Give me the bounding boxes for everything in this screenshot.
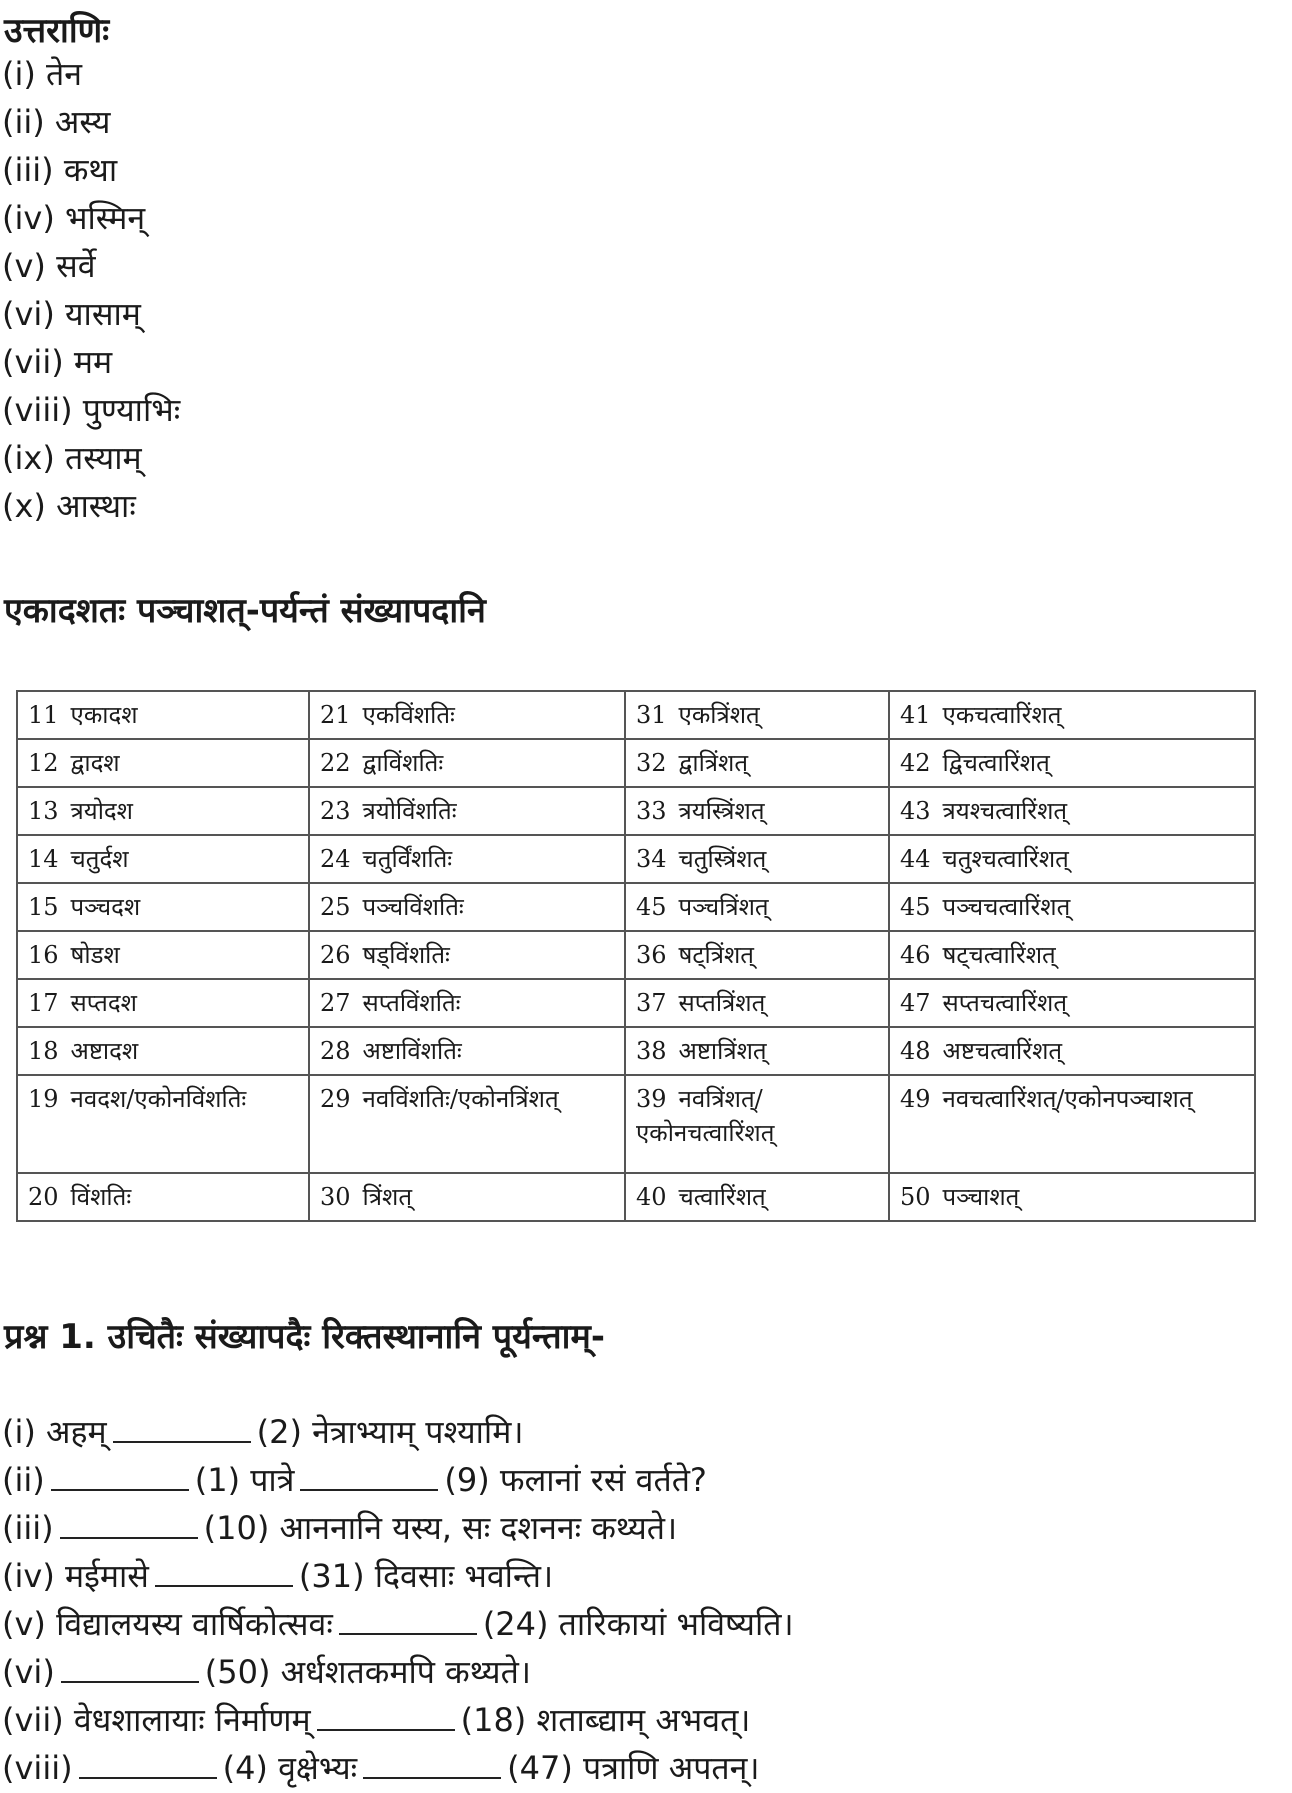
table-row — [17, 931, 1255, 979]
table-cell — [309, 979, 625, 1027]
cell-word: द्वात्रिंशत् — [678, 749, 749, 777]
cell-word: सप्तदश — [70, 989, 137, 1017]
cell-number: 23 — [320, 797, 351, 825]
cell-number: 30 — [320, 1183, 351, 1211]
cell-word: षोडश — [70, 941, 120, 969]
table-cell — [889, 979, 1255, 1027]
question-text: (4) वृक्षेभ्यः — [222, 1749, 358, 1787]
cell-word: द्वादश — [70, 749, 120, 777]
cell-word: चतुस्त्रिंशत् — [678, 845, 767, 873]
cell-number: 47 — [900, 989, 931, 1017]
cell-number: 25 — [320, 893, 351, 921]
cell-number: 12 — [28, 749, 59, 777]
cell-number: 39 — [636, 1085, 667, 1113]
cell-word: सप्तचत्वारिंशत् — [942, 989, 1068, 1017]
question-item — [2, 1408, 794, 1456]
cell-number: 20 — [28, 1183, 59, 1211]
question-text: (9) फलानां रसं वर्तते? — [444, 1461, 707, 1499]
answer-item: (iii) कथा — [2, 151, 118, 189]
cell-word: अष्टाविंशतिः — [362, 1037, 462, 1065]
table-cell — [17, 883, 309, 931]
table-cell — [625, 691, 889, 739]
cell-word: पञ्चदश — [70, 893, 141, 921]
question-item — [2, 1744, 794, 1792]
table-cell — [889, 1027, 1255, 1075]
blank-space[interactable] — [317, 1699, 455, 1731]
question-item — [2, 1648, 794, 1696]
question-item — [2, 1552, 794, 1600]
table-cell — [625, 739, 889, 787]
table-row — [17, 739, 1255, 787]
table-cell — [889, 931, 1255, 979]
cell-number: 40 — [636, 1183, 667, 1211]
answer-item: (i) तेन — [2, 55, 83, 93]
cell-word: एकत्रिंशत् — [678, 701, 760, 729]
table-cell — [17, 691, 309, 739]
cell-number: 14 — [28, 845, 59, 873]
cell-word: षट्त्रिंशत् — [678, 941, 754, 969]
cell-word: पञ्चाशत् — [942, 1183, 1020, 1211]
table-cell — [889, 1075, 1255, 1173]
number-table-wrap — [16, 690, 1254, 1222]
table-cell — [17, 739, 309, 787]
question-item — [2, 1456, 794, 1504]
cell-word: चतुश्चत्वारिंशत् — [942, 845, 1069, 873]
cell-number: 18 — [28, 1037, 59, 1065]
table-cell — [889, 1173, 1255, 1221]
table-cell — [309, 883, 625, 931]
cell-number: 41 — [900, 701, 931, 729]
question-text: (vi) — [2, 1653, 55, 1691]
table-cell — [625, 883, 889, 931]
answer-item: (ix) तस्याम् — [2, 439, 142, 477]
cell-word: एकविंशतिः — [362, 701, 455, 729]
table-row — [17, 835, 1255, 883]
cell-number: 22 — [320, 749, 351, 777]
question-text: (1) पात्रे — [194, 1461, 295, 1499]
cell-word: एकादश — [70, 701, 138, 729]
answers-list — [2, 50, 180, 530]
table-row — [17, 1027, 1255, 1075]
table-cell — [309, 1027, 625, 1075]
cell-number: 17 — [28, 989, 59, 1017]
cell-word: नवचत्वारिंशत्/एकोनपञ्चाशत् — [942, 1085, 1193, 1113]
question-text: (ii) — [2, 1461, 45, 1499]
table-cell — [17, 979, 309, 1027]
cell-word: द्विचत्वारिंशत् — [942, 749, 1050, 777]
cell-word: पञ्चविंशतिः — [362, 893, 464, 921]
cell-number: 43 — [900, 797, 931, 825]
cell-number: 46 — [900, 941, 931, 969]
cell-number: 44 — [900, 845, 931, 873]
question-text: (31) दिवसाः भवन्ति। — [298, 1557, 554, 1595]
cell-number: 28 — [320, 1037, 351, 1065]
cell-word: विंशतिः — [70, 1183, 132, 1211]
table-cell — [17, 1075, 309, 1173]
cell-word: पञ्चत्रिंशत् — [678, 893, 769, 921]
answer-item: (v) सर्वे — [2, 247, 96, 285]
cell-number: 48 — [900, 1037, 931, 1065]
cell-number: 38 — [636, 1037, 667, 1065]
cell-number: 45 — [636, 893, 667, 921]
table-row — [17, 1173, 1255, 1221]
cell-number: 42 — [900, 749, 931, 777]
question-text: (i) अहम् — [2, 1413, 107, 1451]
answer-item: (vii) मम — [2, 343, 113, 381]
cell-number: 31 — [636, 701, 667, 729]
blank-space[interactable] — [155, 1555, 293, 1587]
cell-word: त्रिंशत् — [362, 1183, 413, 1211]
cell-word: नवत्रिंशत्/एकोनचत्वारिंशत् — [636, 1085, 775, 1147]
table-cell — [625, 979, 889, 1027]
cell-number: 24 — [320, 845, 351, 873]
answers-heading: उत्तराणिः — [4, 11, 110, 51]
cell-word: त्रयस्त्रिंशत् — [678, 797, 765, 825]
question-text: (24) तारिकायां भविष्यति। — [482, 1605, 794, 1643]
question-text: (10) आननानि यस्य, सः दशननः कथ्यते। — [203, 1509, 678, 1547]
table-cell — [625, 1075, 889, 1173]
cell-word: नवविंशतिः/एकोनत्रिंशत् — [362, 1085, 559, 1113]
table-cell — [17, 835, 309, 883]
blank-space[interactable] — [113, 1411, 251, 1443]
cell-word: त्रयश्चत्वारिंशत् — [942, 797, 1068, 825]
table-row — [17, 691, 1255, 739]
table-cell — [889, 787, 1255, 835]
cell-word: त्रयोदश — [70, 797, 133, 825]
question-text: (47) पत्राणि अपतन्। — [507, 1749, 760, 1787]
cell-number: 50 — [900, 1183, 931, 1211]
cell-number: 11 — [28, 701, 59, 729]
cell-word: षट्चत्वारिंशत् — [942, 941, 1056, 969]
table-cell — [309, 739, 625, 787]
cell-word: चतुर्दश — [70, 845, 129, 873]
cell-word: अष्टात्रिंशत् — [678, 1037, 767, 1065]
cell-number: 13 — [28, 797, 59, 825]
cell-number: 21 — [320, 701, 351, 729]
answer-item: (vi) यासाम् — [2, 295, 141, 333]
table-cell — [17, 1173, 309, 1221]
blank-space[interactable] — [363, 1747, 501, 1779]
blank-space[interactable] — [51, 1459, 189, 1491]
cell-number: 37 — [636, 989, 667, 1017]
question-text: (18) शताब्द्याम् अभवत्। — [460, 1701, 751, 1739]
cell-number: 29 — [320, 1085, 351, 1113]
cell-word: द्वाविंशतिः — [362, 749, 444, 777]
cell-word: षड्विंशतिः — [362, 941, 450, 969]
cell-word: चतुर्विंशतिः — [362, 845, 453, 873]
cell-word: सप्तविंशतिः — [362, 989, 461, 1017]
table-row — [17, 979, 1255, 1027]
cell-word: नवदश/एकोनविंशतिः — [70, 1085, 247, 1113]
table-cell — [625, 1173, 889, 1221]
blank-space[interactable] — [339, 1603, 477, 1635]
table-cell — [309, 787, 625, 835]
table-cell — [17, 931, 309, 979]
answer-item: (iv) भस्मिन् — [2, 199, 146, 237]
question-heading: प्रश्न 1. उचितैः संख्यापदैः रिक्तस्थानानि पूर्यन्ताम्- — [4, 1317, 605, 1357]
cell-number: 27 — [320, 989, 351, 1017]
cell-number: 33 — [636, 797, 667, 825]
question-list — [2, 1408, 794, 1792]
table-cell — [889, 883, 1255, 931]
numbers-heading: एकादशतः पञ्चाशत्-पर्यन्तं संख्यापदानि — [4, 591, 486, 631]
number-words-table — [16, 690, 1256, 1222]
table-cell — [625, 835, 889, 883]
blank-space[interactable] — [60, 1507, 198, 1539]
question-item — [2, 1504, 794, 1552]
cell-number: 49 — [900, 1085, 931, 1113]
question-text: (vii) वेधशालायाः निर्माणम् — [2, 1701, 311, 1739]
table-cell — [889, 691, 1255, 739]
cell-word: अष्टादश — [70, 1037, 139, 1065]
question-text: (viii) — [2, 1749, 73, 1787]
cell-word: एकचत्वारिंशत् — [942, 701, 1062, 729]
table-cell — [309, 1173, 625, 1221]
question-text: (v) विद्यालयस्य वार्षिकोत्सवः — [2, 1605, 333, 1643]
cell-word: त्रयोविंशतिः — [362, 797, 457, 825]
table-row — [17, 1075, 1255, 1173]
blank-space[interactable] — [61, 1651, 199, 1683]
table-cell — [309, 691, 625, 739]
table-cell — [17, 1027, 309, 1075]
question-text: (iv) मईमासे — [2, 1557, 149, 1595]
answer-item: (x) आस्थाः — [2, 487, 136, 525]
table-cell — [625, 931, 889, 979]
table-cell — [889, 835, 1255, 883]
table-cell — [889, 739, 1255, 787]
cell-number: 32 — [636, 749, 667, 777]
table-cell — [625, 787, 889, 835]
cell-word: अष्टचत्वारिंशत् — [942, 1037, 1063, 1065]
question-item — [2, 1696, 794, 1744]
question-text: (iii) — [2, 1509, 54, 1547]
question-text: (2) नेत्राभ्याम् पश्यामि। — [256, 1413, 524, 1451]
cell-number: 15 — [28, 893, 59, 921]
cell-number: 34 — [636, 845, 667, 873]
cell-word: पञ्चचत्वारिंशत् — [942, 893, 1071, 921]
cell-number: 36 — [636, 941, 667, 969]
table-cell — [17, 787, 309, 835]
question-item — [2, 1600, 794, 1648]
cell-number: 45 — [900, 893, 931, 921]
cell-number: 19 — [28, 1085, 59, 1113]
cell-word: सप्तत्रिंशत् — [678, 989, 766, 1017]
answer-item: (viii) पुण्याभिः — [2, 391, 181, 429]
cell-number: 26 — [320, 941, 351, 969]
table-cell — [309, 835, 625, 883]
cell-word: चत्वारिंशत् — [678, 1183, 766, 1211]
table-row — [17, 787, 1255, 835]
table-cell — [309, 1075, 625, 1173]
table-row — [17, 883, 1255, 931]
cell-number: 16 — [28, 941, 59, 969]
question-text: (50) अर्धशतकमपि कथ्यते। — [204, 1653, 531, 1691]
answer-item: (ii) अस्य — [2, 103, 111, 141]
blank-space[interactable] — [300, 1459, 438, 1491]
table-cell — [309, 931, 625, 979]
table-cell — [625, 1027, 889, 1075]
blank-space[interactable] — [79, 1747, 217, 1779]
